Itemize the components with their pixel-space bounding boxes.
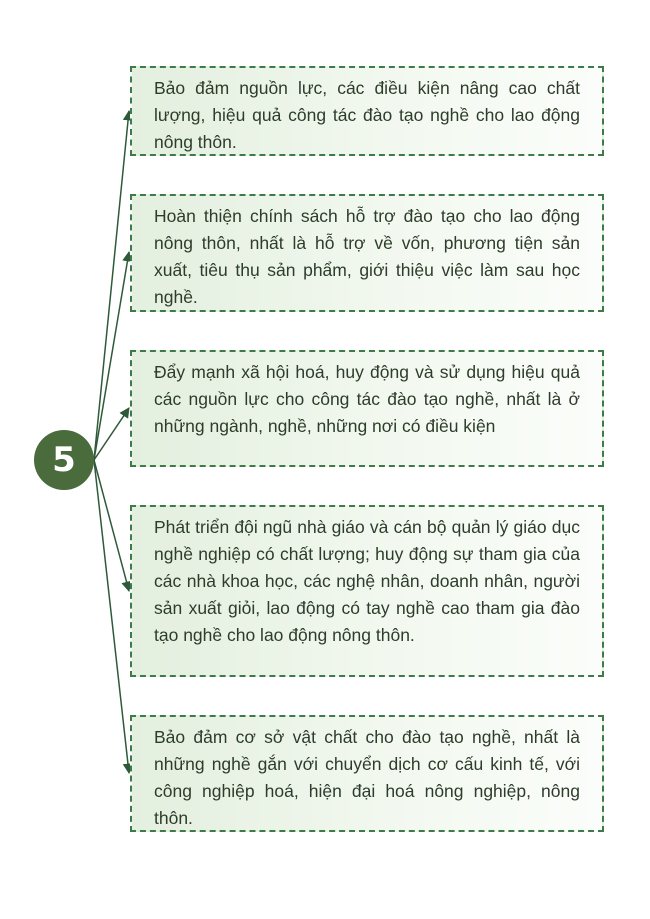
item-text-1: Bảo đảm nguồn lực, các điều kiện nâng cao chất lượng, hiệu quả công tác đào tạo nghề cho lao động nông thôn. [154, 78, 580, 152]
item-text-3: Đẩy mạnh xã hội hoá, huy động và sử dụng hiệu quả các nguồn lực cho công tác đào tạo nghề, nhất là ở những ngành, nghề, những nơi có điều kiện [154, 362, 580, 436]
connector-arrow-3 [94, 408, 129, 460]
item-box-1 [130, 66, 604, 156]
connector-arrow-5 [94, 460, 129, 773]
item-text-4: Phát triển đội ngũ nhà giáo và cán bộ quản lý giáo dục nghề nghiệp có chất lượng; huy động sự tham gia của các nhà khoa học, các nghệ nhân, doanh nhân, người sản xuất giỏi, lao động có tay nghề cao tham gia đào tạo nghề cho lao động nông thôn. [154, 517, 580, 645]
hub-number-circle: 5 [34, 430, 94, 490]
item-text-2: Hoàn thiện chính sách hỗ trợ đào tạo cho lao động nông thôn, nhất là hỗ trợ về vốn, phương tiện sản xuất, tiêu thụ sản phẩm, giới thiệu việc làm sau học nghề. [154, 206, 580, 307]
connector-arrow-4 [94, 460, 129, 591]
item-box-3 [130, 350, 604, 467]
item-text-5: Bảo đảm cơ sở vật chất cho đào tạo nghề, nhất là những nghề gắn với chuyển dịch cơ cấu kinh tế, với công nghiệp hoá, hiện đại hoá nông nghiệp, nông thôn. [154, 727, 580, 828]
item-box-2 [130, 194, 604, 312]
item-box-4 [130, 505, 604, 677]
item-box-5 [130, 715, 604, 832]
